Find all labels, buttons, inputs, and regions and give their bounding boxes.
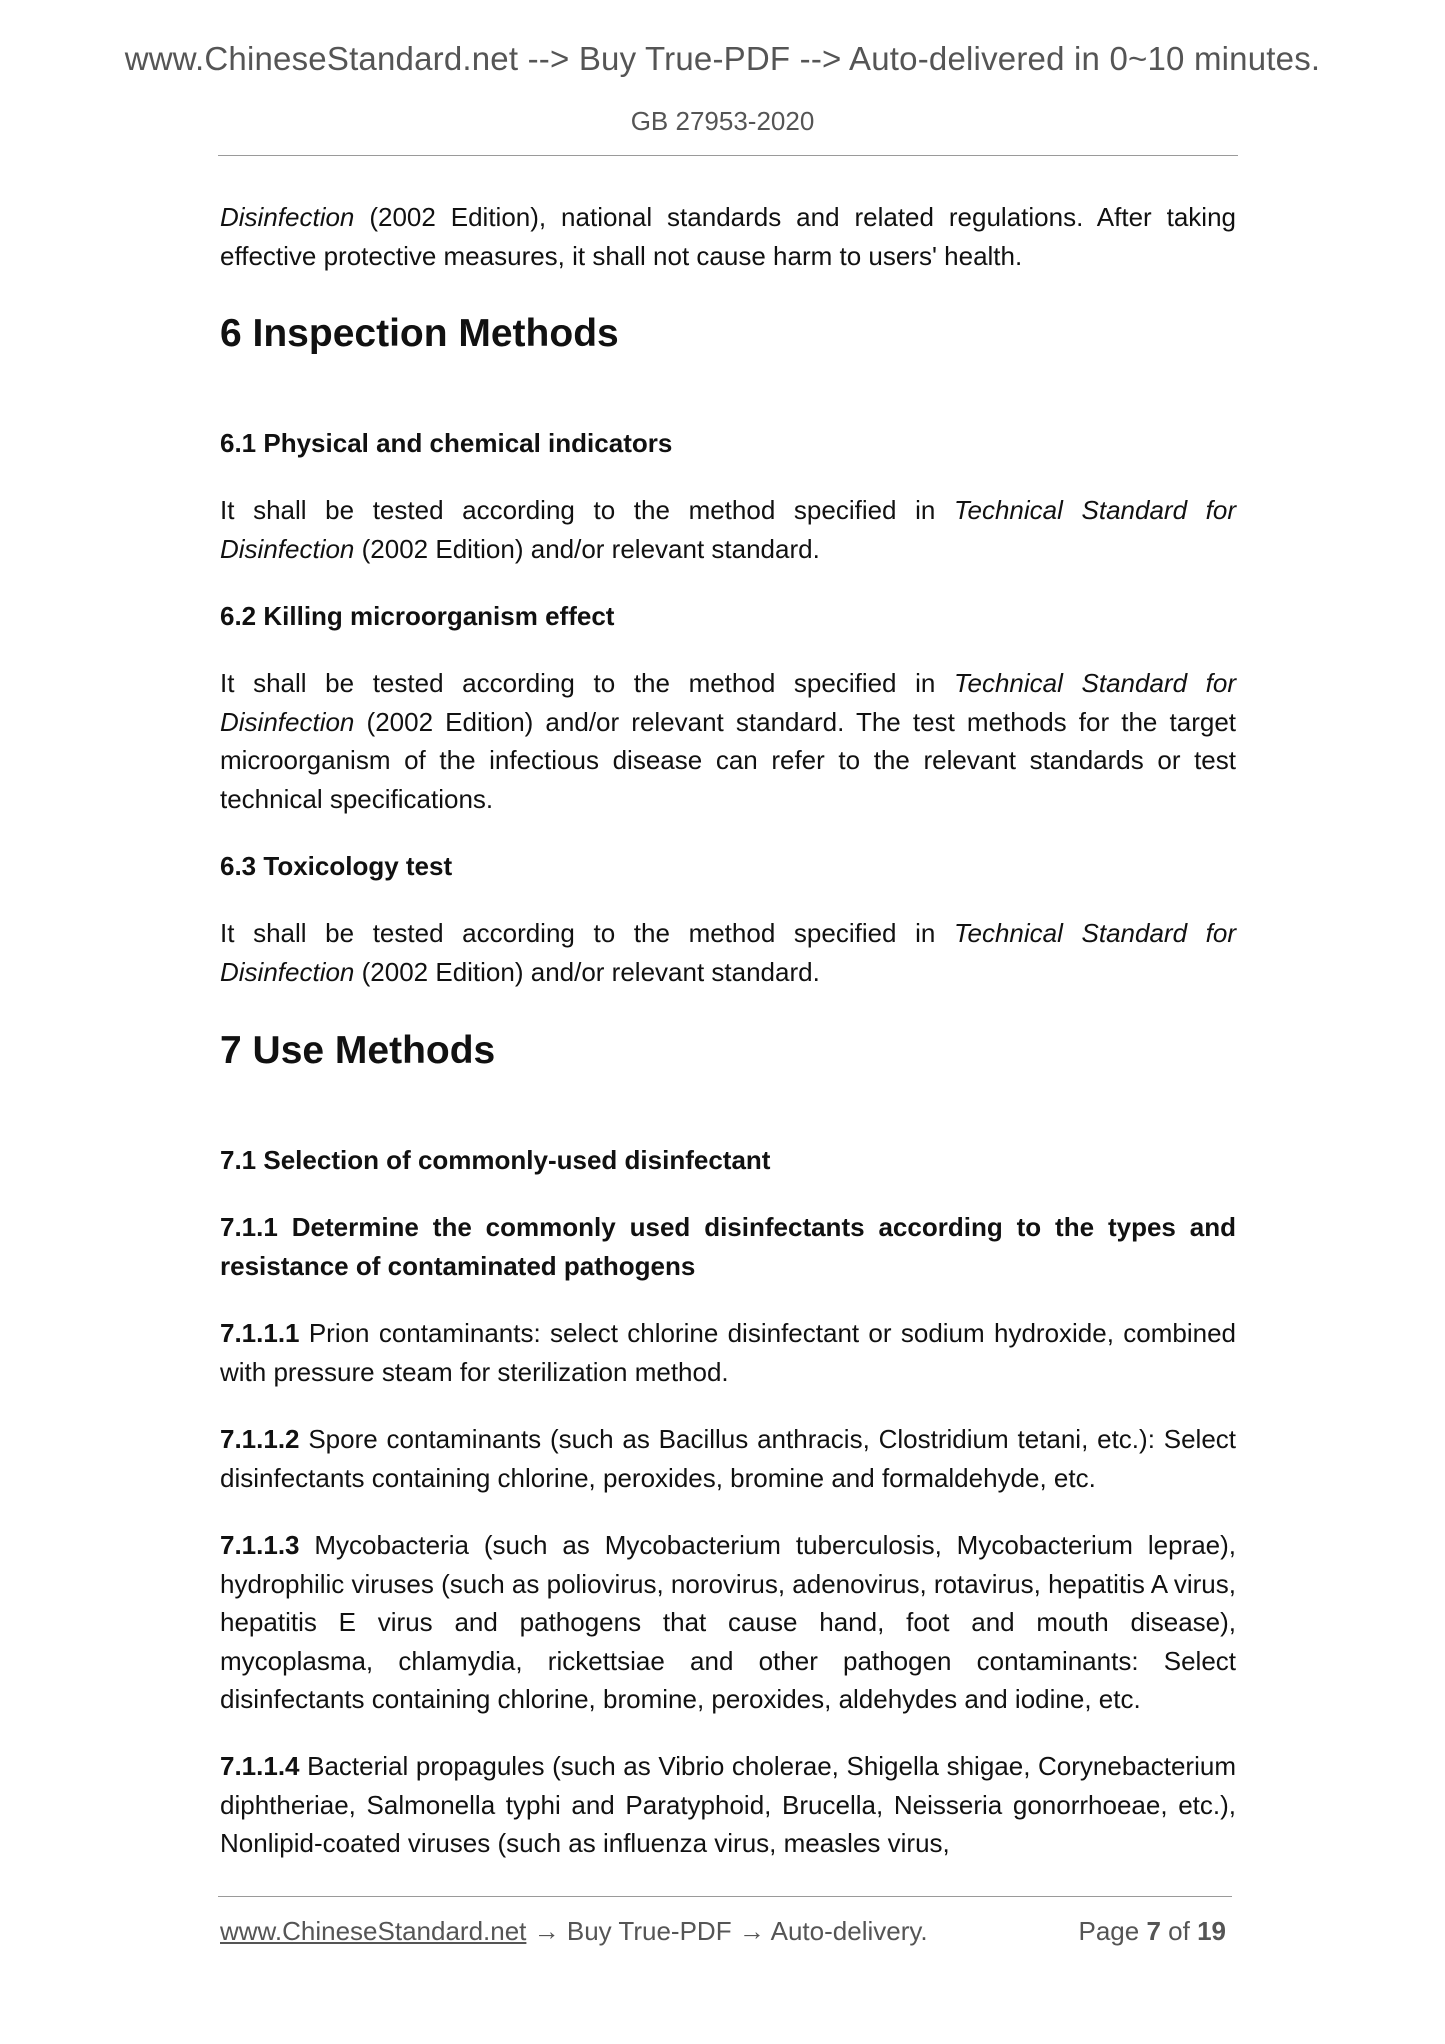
clause-number: 7.1.1.2 bbox=[220, 1424, 300, 1454]
page-total: 19 bbox=[1197, 1916, 1226, 1946]
footer-delivery-text: Auto-delivery. bbox=[770, 1916, 928, 1946]
subsection-heading: 6.1 Physical and chemical indicators bbox=[220, 428, 673, 458]
section-heading: 6 Inspection Methods bbox=[220, 312, 619, 355]
page-footer bbox=[220, 1916, 1232, 1947]
intro-paragraph bbox=[220, 198, 1236, 275]
footer-buy-text: Buy True-PDF bbox=[566, 1916, 732, 1946]
page-label: Page bbox=[1078, 1916, 1140, 1946]
clause-number: 7.1.1.4 bbox=[220, 1751, 300, 1781]
footer-divider bbox=[218, 1896, 1232, 1897]
standard-code: GB 27953-2020 bbox=[630, 106, 815, 136]
section-6-3-heading bbox=[220, 847, 1236, 886]
clause-7-1-1-4 bbox=[220, 1747, 1236, 1863]
section-6-title bbox=[220, 310, 1236, 358]
section-heading: 7 Use Methods bbox=[220, 1029, 496, 1072]
page-current: 7 bbox=[1146, 1916, 1161, 1946]
intro-text: (2002 Edition), national standards and related regulations. After taking effective protective measures, it shall not cause harm to users' health. bbox=[220, 202, 1236, 271]
clause-text: Prion contaminants: select chlorine disinfectant or sodium hydroxide, combined with pressure steam for sterilization method. bbox=[220, 1318, 1236, 1387]
section-6-3-paragraph bbox=[220, 914, 1236, 991]
section-7-1-1-heading bbox=[220, 1208, 1236, 1285]
paragraph-italic: Technical Standard for Disinfection bbox=[220, 918, 1236, 987]
section-7-1-heading bbox=[220, 1141, 1236, 1180]
subsection-heading: 7.1 Selection of commonly-used disinfectant bbox=[220, 1145, 771, 1175]
paragraph-text: (2002 Edition) and/or relevant standard. bbox=[354, 956, 820, 987]
paragraph-text: (2002 Edition) and/or relevant standard. The test methods for the target microorganism of the infectious disease can refer to the relevant standards or test technical specifications. bbox=[220, 706, 1236, 814]
paragraph-text: It shall be tested according to the method specified in bbox=[220, 918, 954, 948]
paragraph-text: It shall be tested according to the method specified in bbox=[220, 495, 954, 525]
paragraph-italic: Technical Standard for Disinfection bbox=[220, 495, 1236, 564]
clause-number: 7.1.1.1 bbox=[220, 1318, 300, 1348]
header-divider bbox=[218, 155, 1238, 156]
clause-7-1-1-3 bbox=[220, 1526, 1236, 1719]
intro-title-italic: Disinfection bbox=[220, 202, 355, 232]
paragraph-text: It shall be tested according to the method specified in bbox=[220, 668, 954, 698]
clause-7-1-1-2 bbox=[220, 1420, 1236, 1497]
clause-7-1-1-1 bbox=[220, 1314, 1236, 1391]
site-banner[interactable]: www.ChineseStandard.net --> Buy True-PDF --> Auto-delivered in 0~10 minutes. bbox=[124, 40, 1321, 77]
paragraph-text: (2002 Edition) and/or relevant standard. bbox=[354, 533, 820, 564]
subsection-heading: 6.2 Killing microorganism effect bbox=[220, 601, 615, 631]
arrow-right-icon: → bbox=[533, 1916, 560, 1946]
arrow-right-icon: → bbox=[738, 1916, 765, 1946]
page-indicator bbox=[1078, 1916, 1226, 1947]
clause-text: Spore contaminants (such as Bacillus anthracis, Clostridium tetani, etc.): Select disinfectants containing chlorine, peroxides, bromine and formaldehyde, etc. bbox=[220, 1424, 1236, 1493]
subsection-heading: 7.1.1 Determine the commonly used disinfectants according to the types and resistance of contaminated pathogens bbox=[220, 1212, 1236, 1281]
page-of: of bbox=[1168, 1916, 1190, 1946]
section-6-2-heading bbox=[220, 597, 1236, 636]
clause-text: Bacterial propagules (such as Vibrio cholerae, Shigella shigae, Corynebacterium diphtheriae, Salmonella typhi and Paratyphoid, Brucella, Neisseria gonorrhoeae, etc.), Nonlipid-coated viruses (such as influenza virus, measles virus, bbox=[220, 1751, 1236, 1858]
footer-site-link[interactable]: www.ChineseStandard.net bbox=[220, 1916, 527, 1946]
section-6-1-heading bbox=[220, 424, 1236, 463]
section-6-1-paragraph bbox=[220, 491, 1236, 568]
clause-text: Mycobacteria (such as Mycobacterium tuberculosis, Mycobacterium leprae), hydrophilic viruses (such as poliovirus, norovirus, adenovirus, rotavirus, hepatitis A virus, hepatitis E virus and pathogens that cause hand, foot and mouth disease), mycoplasma, chlamydia, rickettsiae and other pathogen contaminants: Select disinfectants containing chlorine, bromine, peroxides, aldehydes and iodine, etc. bbox=[220, 1530, 1236, 1714]
section-6-2-paragraph bbox=[220, 664, 1236, 818]
subsection-heading: 6.3 Toxicology test bbox=[220, 851, 453, 881]
paragraph-italic: Technical Standard for Disinfection bbox=[220, 668, 1236, 737]
clause-number: 7.1.1.3 bbox=[220, 1530, 300, 1560]
section-7-title bbox=[220, 1027, 1236, 1075]
